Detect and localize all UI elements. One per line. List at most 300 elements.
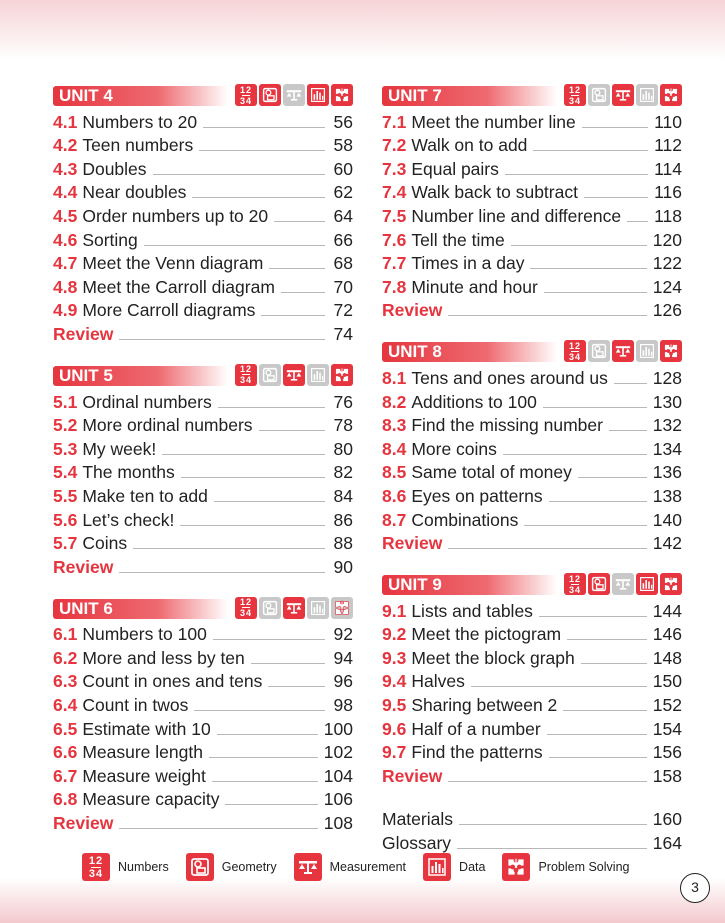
lesson-entry[interactable]: [53, 644, 353, 668]
numbers-icon-top: 12: [88, 854, 104, 867]
page-ref: 110: [654, 111, 682, 132]
bottom-band: [0, 878, 725, 923]
lesson-entry[interactable]: [53, 250, 353, 274]
lesson-number: 7.3: [382, 158, 407, 179]
leader-line: [448, 548, 646, 549]
page-ref: 128: [652, 367, 682, 388]
entry-title: Meet the block graph: [411, 647, 575, 668]
legend-item: [82, 853, 169, 881]
lesson-number: 5.6: [53, 509, 78, 530]
entry-title: Review: [53, 556, 114, 577]
lesson-entry[interactable]: [382, 132, 682, 156]
page-ref: 82: [333, 462, 353, 483]
review-entry[interactable]: [53, 809, 353, 833]
lesson-entry[interactable]: [382, 597, 682, 621]
measurement-icon: [612, 340, 634, 362]
lesson-number: 9.5: [382, 695, 407, 716]
leader-line: [459, 824, 647, 825]
lesson-entry[interactable]: [382, 273, 682, 297]
unit-title: UNIT 9: [382, 575, 557, 595]
unit-section: [382, 340, 682, 553]
entry-title: Review: [382, 533, 443, 554]
toc-left-column: [53, 84, 353, 853]
leader-line: [133, 548, 325, 549]
leader-line: [203, 127, 325, 128]
leader-line: [543, 407, 647, 408]
numbers-icon-bottom: 34: [88, 867, 104, 880]
entry-title: Make ten to add: [82, 485, 208, 506]
leader-line: [627, 221, 648, 222]
page-ref: 96: [333, 671, 353, 692]
lesson-number: 8.4: [382, 438, 407, 459]
lesson-number: 7.2: [382, 135, 407, 156]
entry-title: More Carroll diagrams: [82, 300, 256, 321]
entry-title: Meet the Carroll diagram: [82, 276, 275, 297]
lesson-entry[interactable]: [382, 412, 682, 436]
entry-title: Meet the pictogram: [411, 624, 562, 645]
entry-title: Walk back to subtract: [411, 182, 578, 203]
page-ref: 72: [333, 300, 353, 321]
entry-title: Review: [382, 300, 443, 321]
lesson-number: 9.4: [382, 671, 407, 692]
page-ref: 76: [333, 391, 353, 412]
lesson-number: 6.8: [53, 789, 78, 810]
leader-line: [533, 150, 648, 151]
review-entry[interactable]: [382, 762, 682, 786]
lesson-entry[interactable]: [382, 155, 682, 179]
unit-header: [382, 340, 682, 364]
measurement-icon: [283, 364, 305, 386]
review-entry[interactable]: [382, 530, 682, 554]
page-ref: 60: [333, 158, 353, 179]
page-ref: 164: [652, 833, 682, 854]
lesson-number: 4.9: [53, 300, 78, 321]
lesson-entry[interactable]: [53, 762, 353, 786]
leader-line: [549, 757, 647, 758]
page-ref: 134: [652, 438, 682, 459]
numbers-icon-top: 12: [568, 84, 581, 95]
numbers-icon: [564, 340, 586, 362]
lesson-number: 7.6: [382, 229, 407, 250]
lesson-entry[interactable]: [53, 621, 353, 645]
lesson-entry[interactable]: [53, 202, 353, 226]
unit-topic-icons: [235, 364, 353, 386]
unit-title: UNIT 8: [382, 342, 557, 362]
geometry-icon: [259, 364, 281, 386]
entry-title: Tens and ones around us: [411, 367, 608, 388]
page-ref: 146: [652, 624, 682, 645]
unit-topic-icons: [235, 597, 353, 619]
numbers-icon-top: 12: [239, 84, 252, 95]
lesson-number: 6.3: [53, 671, 78, 692]
lesson-entry[interactable]: [53, 388, 353, 412]
entry-title: Near doubles: [82, 182, 187, 203]
lesson-entry[interactable]: [53, 715, 353, 739]
lesson-entry[interactable]: [53, 691, 353, 715]
unit-section: [53, 597, 353, 833]
leader-line: [578, 477, 647, 478]
entry-title: Estimate with 10: [82, 718, 211, 739]
lesson-number: 9.7: [382, 742, 407, 763]
entry-title: More and less by ten: [82, 647, 245, 668]
topic-legend: [82, 853, 646, 881]
lesson-number: 4.6: [53, 229, 78, 250]
geometry-icon: [259, 84, 281, 106]
lesson-number: 9.6: [382, 718, 407, 739]
unit-header: [53, 597, 353, 621]
lesson-entry[interactable]: [53, 179, 353, 203]
lesson-number: 7.1: [382, 111, 407, 132]
unit-section: [53, 364, 353, 577]
leader-line: [180, 525, 325, 526]
leader-line: [225, 804, 317, 805]
leader-line: [582, 127, 648, 128]
leader-line: [448, 315, 646, 316]
lesson-number: 5.2: [53, 415, 78, 436]
numbers-icon-bottom: 34: [239, 375, 252, 386]
measurement-icon: [283, 84, 305, 106]
lesson-number: 4.5: [53, 205, 78, 226]
geometry-icon: [588, 340, 610, 362]
lesson-number: 6.6: [53, 742, 78, 763]
entry-title: Walk on to add: [411, 135, 528, 156]
entry-title: Coins: [82, 533, 128, 554]
lesson-entry[interactable]: [53, 155, 353, 179]
unit-title: UNIT 5: [53, 366, 228, 386]
page-ref: 70: [333, 276, 353, 297]
lesson-number: 9.2: [382, 624, 407, 645]
page-ref: 84: [333, 485, 353, 506]
legend-item: [502, 853, 629, 881]
entry-title: Number line and difference: [411, 205, 622, 226]
leader-line: [199, 150, 325, 151]
numbers-icon: [235, 364, 257, 386]
lesson-entry[interactable]: [53, 297, 353, 321]
numbers-icon-bottom: 34: [568, 95, 581, 106]
page-ref: 124: [652, 276, 682, 297]
page-ref: 144: [652, 600, 682, 621]
page-ref: 148: [652, 647, 682, 668]
lesson-entry[interactable]: [382, 364, 682, 388]
entry-title: Ordinal numbers: [82, 391, 212, 412]
leader-line: [268, 686, 325, 687]
leader-line: [162, 454, 325, 455]
entry-title: Doubles: [82, 158, 147, 179]
entry-title: Teen numbers: [82, 135, 194, 156]
problem-solving-icon: [331, 364, 353, 386]
numbers-icon: [235, 84, 257, 106]
geometry-icon: [588, 84, 610, 106]
lesson-entry[interactable]: [53, 108, 353, 132]
page-ref: 92: [333, 624, 353, 645]
numbers-icon: [564, 84, 586, 106]
lesson-entry[interactable]: [382, 668, 682, 692]
lesson-entry[interactable]: [382, 108, 682, 132]
lesson-number: 6.4: [53, 695, 78, 716]
legend-label: Problem Solving: [538, 860, 630, 874]
page-ref: 138: [652, 485, 682, 506]
entry-title: Numbers to 20: [82, 111, 198, 132]
page-ref: 90: [333, 556, 353, 577]
lesson-entry[interactable]: [53, 786, 353, 810]
entry-title: Meet the Venn diagram: [82, 253, 264, 274]
legend-item: [423, 853, 485, 881]
leader-line: [209, 757, 318, 758]
unit-header: [53, 84, 353, 108]
data-icon: [307, 597, 329, 619]
page-ref: 88: [333, 533, 353, 554]
page-ref: 120: [652, 229, 682, 250]
lesson-number: 8.7: [382, 509, 407, 530]
lesson-entry[interactable]: [53, 739, 353, 763]
lesson-entry[interactable]: [382, 459, 682, 483]
leader-line: [119, 828, 317, 829]
page-ref: 150: [652, 671, 682, 692]
page-ref: 94: [333, 647, 353, 668]
data-icon: [636, 84, 658, 106]
lesson-entry[interactable]: [53, 273, 353, 297]
lesson-number: 5.7: [53, 533, 78, 554]
entry-title: Materials: [382, 809, 453, 830]
leader-line: [194, 710, 325, 711]
page-ref: 160: [652, 809, 682, 830]
lesson-entry[interactable]: [53, 459, 353, 483]
unit-topic-icons: [564, 340, 682, 362]
page-ref: 116: [654, 182, 682, 203]
entry-title: Lists and tables: [411, 600, 533, 621]
lesson-number: 6.5: [53, 718, 78, 739]
numbers-icon-bottom: 34: [568, 351, 581, 362]
lesson-number: 5.1: [53, 391, 78, 412]
entry-title: Equal pairs: [411, 158, 499, 179]
leader-line: [448, 781, 646, 782]
page-ref: 98: [333, 695, 353, 716]
geometry-icon: [588, 573, 610, 595]
leader-line: [547, 734, 647, 735]
numbers-icon-top: 12: [568, 573, 581, 584]
problem-solving-icon: [660, 573, 682, 595]
leader-line: [505, 174, 648, 175]
lesson-number: 7.4: [382, 182, 407, 203]
leader-line: [549, 501, 647, 502]
numbers-icon: [235, 597, 257, 619]
entry-title: Same total of money: [411, 462, 572, 483]
lesson-entry[interactable]: [382, 644, 682, 668]
lesson-number: 5.5: [53, 485, 78, 506]
entry-title: Count in twos: [82, 695, 189, 716]
leader-line: [281, 292, 325, 293]
leader-line: [181, 477, 325, 478]
lesson-number: 7.7: [382, 253, 407, 274]
entry-title: The months: [82, 462, 175, 483]
page-ref: 64: [333, 205, 353, 226]
problem-solving-icon: [331, 84, 353, 106]
lesson-entry[interactable]: [382, 715, 682, 739]
entry-title: Minute and hour: [411, 276, 538, 297]
leader-line: [609, 430, 647, 431]
leader-line: [567, 639, 647, 640]
leader-line: [213, 639, 325, 640]
lesson-entry[interactable]: [53, 668, 353, 692]
page-ref: 78: [333, 415, 353, 436]
entry-title: Tell the time: [411, 229, 505, 250]
page-number: 3: [680, 873, 710, 903]
page-ref: 104: [323, 765, 353, 786]
entry-title: Half of a number: [411, 718, 541, 739]
lesson-entry[interactable]: [382, 388, 682, 412]
lesson-number: 7.8: [382, 276, 407, 297]
leader-line: [251, 663, 325, 664]
lesson-number: 8.1: [382, 367, 407, 388]
page-ref: 74: [333, 323, 353, 344]
lesson-entry[interactable]: [53, 132, 353, 156]
lesson-entry[interactable]: [53, 435, 353, 459]
lesson-entry[interactable]: [382, 506, 682, 530]
back-matter: [382, 806, 682, 853]
page-ref: 58: [333, 135, 353, 156]
lesson-entry[interactable]: [382, 621, 682, 645]
top-band: [0, 0, 725, 60]
unit-title: UNIT 4: [53, 86, 228, 106]
review-entry[interactable]: [53, 320, 353, 344]
page-ref: 158: [652, 765, 682, 786]
page-ref: 142: [652, 533, 682, 554]
entry-title: Review: [382, 765, 443, 786]
page-ref: 102: [323, 742, 353, 763]
lesson-entry[interactable]: [382, 250, 682, 274]
leader-line: [471, 686, 647, 687]
page-ref: 68: [333, 253, 353, 274]
leader-line: [563, 710, 647, 711]
lesson-number: 8.6: [382, 485, 407, 506]
page-ref: 100: [323, 718, 353, 739]
entry-title: Additions to 100: [411, 391, 537, 412]
leader-line: [144, 245, 325, 246]
lesson-entry[interactable]: [382, 435, 682, 459]
measurement-icon: [283, 597, 305, 619]
numbers-icon-bottom: 34: [568, 584, 581, 595]
leader-line: [153, 174, 325, 175]
page-ref: 118: [654, 205, 682, 226]
problem-solving-icon: [660, 340, 682, 362]
numbers-icon: [564, 573, 586, 595]
numbers-icon-bottom: 34: [239, 608, 252, 619]
leader-line: [274, 221, 325, 222]
leader-line: [119, 572, 325, 573]
entry-title: Sorting: [82, 229, 138, 250]
leader-line: [119, 339, 325, 340]
page-ref: 130: [652, 391, 682, 412]
leader-line: [457, 848, 647, 849]
leader-line: [584, 197, 648, 198]
review-entry[interactable]: [53, 553, 353, 577]
page-ref: 126: [652, 300, 682, 321]
legend-label: Measurement: [329, 860, 407, 874]
lesson-entry[interactable]: [53, 506, 353, 530]
unit-header: [53, 364, 353, 388]
leader-line: [503, 454, 647, 455]
geometry-icon: [186, 853, 214, 881]
data-icon: [307, 364, 329, 386]
leader-line: [511, 245, 647, 246]
page-ref: 156: [652, 742, 682, 763]
data-icon: [636, 340, 658, 362]
lesson-entry[interactable]: [382, 739, 682, 763]
review-entry[interactable]: [382, 297, 682, 321]
toc-right-column: [382, 84, 682, 853]
lesson-entry[interactable]: [382, 179, 682, 203]
entry-title: Review: [53, 323, 114, 344]
entry-title: Halves: [411, 671, 465, 692]
page-ref: 86: [333, 509, 353, 530]
leader-line: [218, 407, 325, 408]
entry-title: Order numbers up to 20: [82, 205, 269, 226]
leader-line: [214, 501, 325, 502]
problem-solving-icon: [502, 853, 530, 881]
entry-title: My week!: [82, 438, 157, 459]
lesson-entry[interactable]: [382, 226, 682, 250]
lesson-entry[interactable]: [382, 691, 682, 715]
data-icon: [636, 573, 658, 595]
unit-header: [382, 84, 682, 108]
leader-line: [581, 663, 647, 664]
page-ref: 140: [652, 509, 682, 530]
numbers-icon-top: 12: [568, 340, 581, 351]
lesson-entry[interactable]: [53, 412, 353, 436]
unit-topic-icons: [564, 573, 682, 595]
lesson-entry[interactable]: [53, 530, 353, 554]
unit-title: UNIT 6: [53, 599, 228, 619]
entry-title: Measure length: [82, 742, 203, 763]
numbers-icon-top: 12: [239, 364, 252, 375]
problem-solving-icon: [660, 84, 682, 106]
leader-line: [192, 197, 325, 198]
lesson-number: 6.7: [53, 765, 78, 786]
page-ref: 108: [323, 813, 353, 834]
lesson-entry[interactable]: [53, 226, 353, 250]
leader-line: [544, 292, 647, 293]
entry-title: Measure weight: [82, 765, 206, 786]
leader-line: [269, 268, 325, 269]
leader-line: [614, 383, 647, 384]
entry-title: Numbers to 100: [82, 624, 207, 645]
lesson-number: 4.1: [53, 111, 78, 132]
lesson-entry[interactable]: [53, 482, 353, 506]
page-ref: 106: [323, 789, 353, 810]
page-ref: 62: [333, 182, 353, 203]
legend-label: Numbers: [118, 860, 169, 874]
leader-line: [259, 430, 325, 431]
measurement-icon: [612, 84, 634, 106]
lesson-entry[interactable]: [382, 482, 682, 506]
lesson-number: 6.2: [53, 647, 78, 668]
back-matter-entry[interactable]: [382, 829, 682, 853]
lesson-number: 8.2: [382, 391, 407, 412]
lesson-number: 4.7: [53, 253, 78, 274]
page-ref: 152: [652, 695, 682, 716]
entry-title: Review: [53, 813, 114, 834]
problem-solving-icon: [331, 597, 353, 619]
back-matter-entry[interactable]: [382, 806, 682, 830]
leader-line: [539, 616, 647, 617]
data-icon: [307, 84, 329, 106]
unit-topic-icons: [235, 84, 353, 106]
unit-topic-icons: [564, 84, 682, 106]
page-ref: 112: [654, 135, 682, 156]
lesson-entry[interactable]: [382, 202, 682, 226]
legend-item: [294, 853, 406, 881]
page-ref: 154: [652, 718, 682, 739]
